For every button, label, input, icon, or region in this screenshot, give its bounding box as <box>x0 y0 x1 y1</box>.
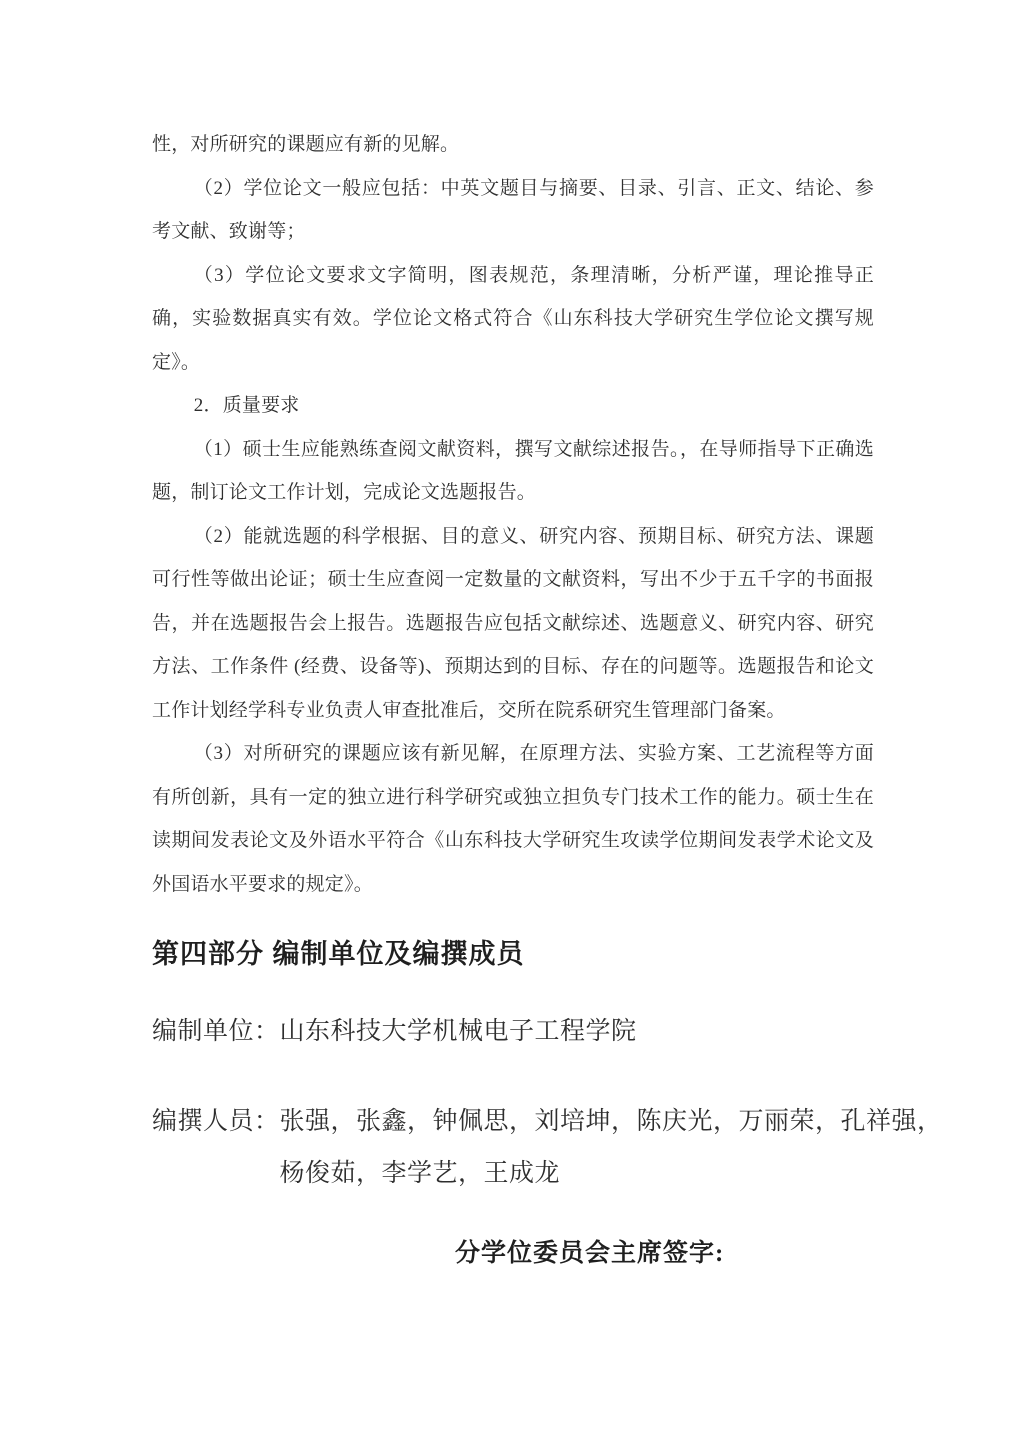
members-line <box>152 1096 943 1200</box>
section-heading: 第四部分 编制单位及编撰成员 <box>152 939 525 969</box>
body-paragraph: （2）能就选题的科学根据、目的意义、研究内容、预期目标、研究方法、课题可行性等做出论证；硕士生应查阅一定数量的文献资料，写出不少于五千字的书面报告，并在选题报告会上报告。选题报告应包括文献综述、选题意义、研究内容、研究方法、工作条件 (经费、设备等)、预期达到的目标、存在的问题等。选题报告和论文工作计划经学科专业负责人审查批准后，交所在院系研究生管理部门备案。 <box>152 525 874 721</box>
body-paragraph: （3）学位论文要求文字简明，图表规范，条理清晰，分析严谨，理论推导正确，实验数据真实有效。学位论文格式符合《山东科技大学研究生学位论文撰写规定》。 <box>152 264 874 373</box>
body-paragraph: （3）对所研究的课题应该有新见解，在原理方法、实验方案、工艺流程等方面有所创新，具有一定的独立进行科学研究或独立担负专门技术工作的能力。硕士生在读期间发表论文及外语水平符合《山东科技大学研究生攻读学位期间发表学术论文及外国语水平要求的规定》。 <box>152 743 874 895</box>
body-paragraph: 性，对所研究的课题应有新的见解。 <box>152 134 460 155</box>
compiling-unit-value: 山东科技大学机械电子工程学院 <box>279 1018 637 1045</box>
body-text-block <box>152 123 874 906</box>
members-label: 编撰人员： <box>152 1108 280 1135</box>
compiling-unit-label: 编制单位： <box>152 1018 280 1045</box>
compiling-unit-line <box>152 1014 874 1050</box>
members-names <box>280 1096 943 1200</box>
members-names-line2: 杨俊茹，李学艺，王成龙 <box>279 1160 561 1187</box>
signature-label: 分学位委员会主席签字: <box>455 1240 725 1267</box>
body-paragraph: （2）学位论文一般应包括：中英文题目与摘要、目录、引言、正文、结论、参考文献、致谢等； <box>152 177 874 242</box>
members-names-line1: 张强，张鑫，钟佩思，刘培坤，陈庆光，万丽荣，孔祥强， <box>279 1108 943 1135</box>
body-paragraph: （1）硕士生应能熟练查阅文献资料，撰写文献综述报告。，在导师指导下正确选题，制订论文工作计划，完成论文选题报告。 <box>152 438 874 503</box>
body-paragraph: 2．质量要求 <box>193 395 300 416</box>
